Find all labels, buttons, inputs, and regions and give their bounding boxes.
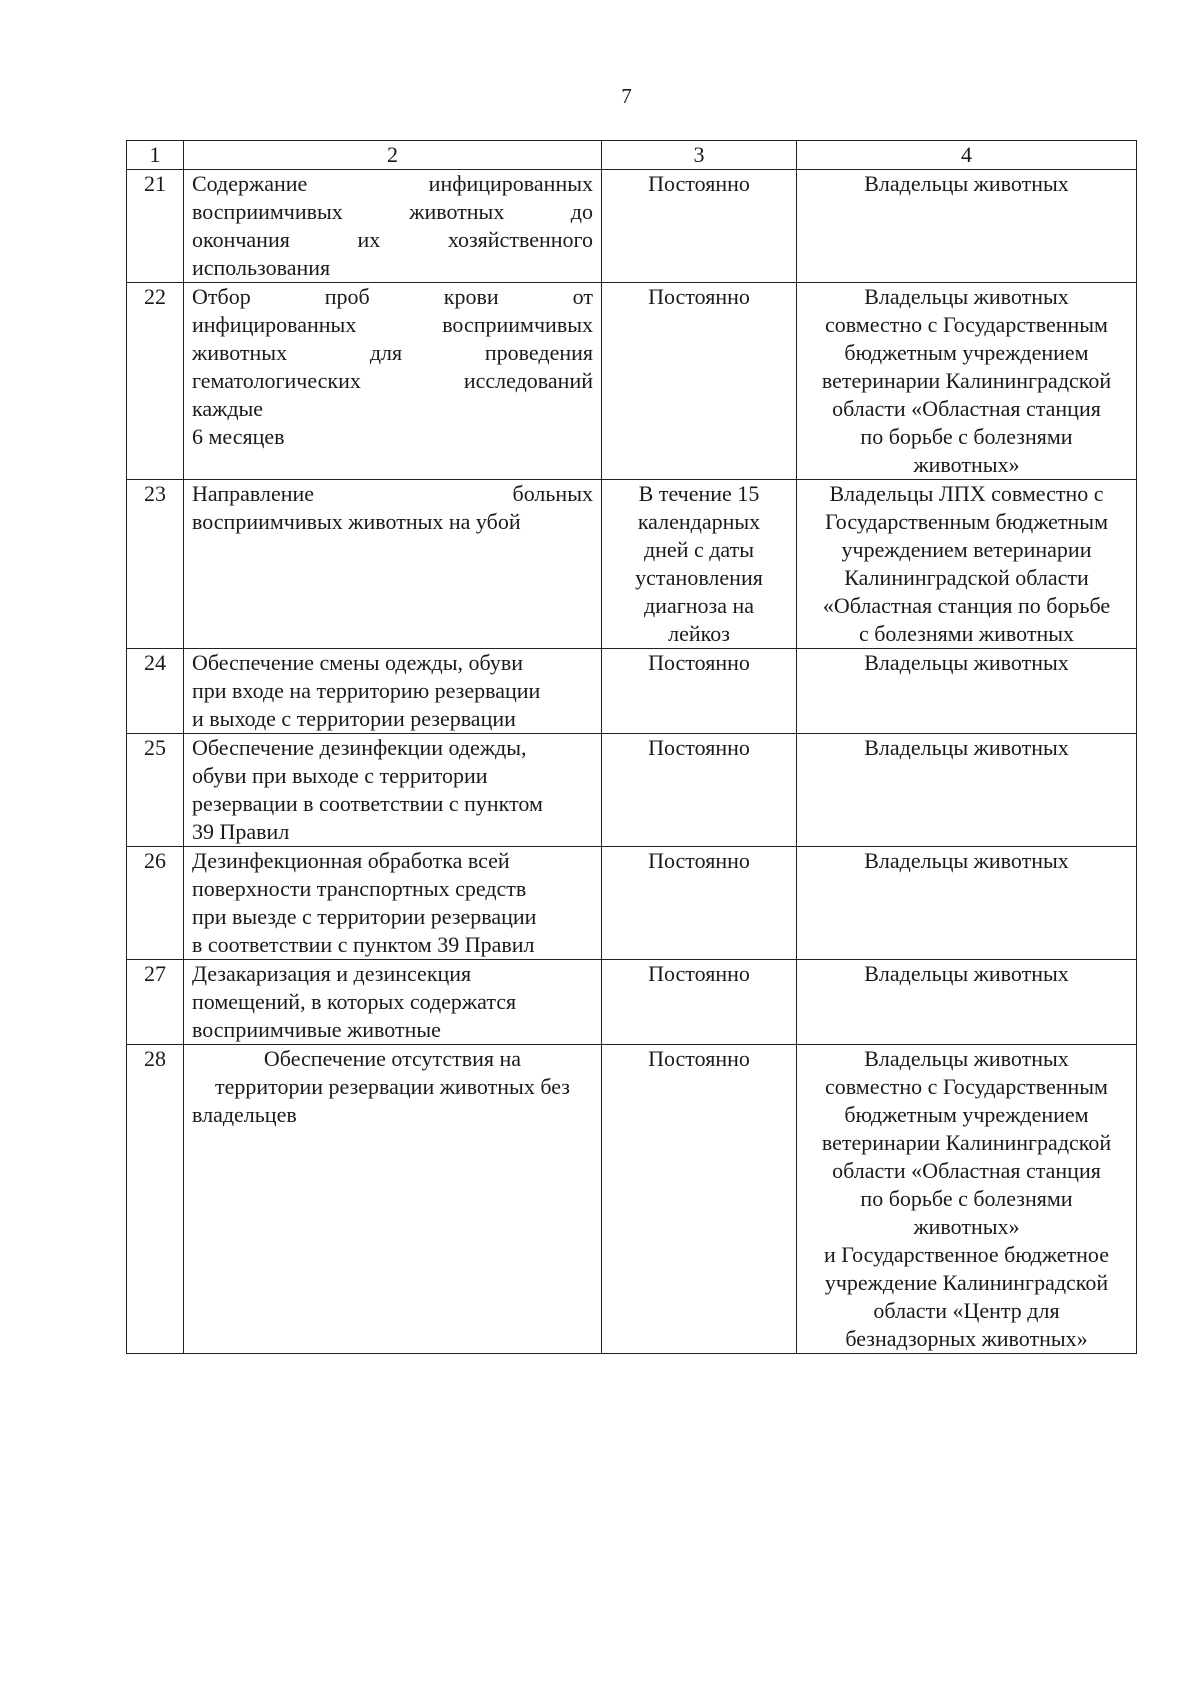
term-cell — [602, 960, 797, 1045]
term-cell — [602, 283, 797, 480]
column-header-3: 3 — [602, 141, 797, 170]
responsible-text-line: Владельцы животных — [864, 1046, 1069, 1071]
responsible-cell — [797, 649, 1137, 734]
responsible-text-line: с болезнями животных — [858, 621, 1075, 646]
term-cell — [602, 480, 797, 649]
measure-text-line: восприимчивых животных до — [192, 199, 593, 224]
term-text-line: Постоянно — [648, 171, 750, 196]
table-row — [127, 649, 1137, 734]
row-number: 22 — [127, 283, 184, 480]
responsible-text-line: Калининградской области — [844, 565, 1089, 590]
table-row — [127, 960, 1137, 1045]
term-text-line: дней с даты — [643, 537, 755, 562]
term-cell — [602, 170, 797, 283]
measure-text-line: Содержание инфицированных — [192, 171, 593, 196]
responsible-cell — [797, 847, 1137, 960]
page-number: 7 — [621, 84, 632, 108]
term-cell — [602, 649, 797, 734]
measure-text-line: гематологических исследований — [192, 368, 593, 393]
measure-cell — [184, 649, 602, 734]
row-number: 21 — [127, 170, 184, 283]
measures-table — [126, 140, 1137, 1354]
table-row — [127, 170, 1137, 283]
column-header-1: 1 — [127, 141, 184, 170]
responsible-text-line: области «Областная станция — [832, 396, 1101, 421]
measure-text-line: 39 Правил — [192, 819, 290, 844]
table-row — [127, 847, 1137, 960]
responsible-text-line: учреждением ветеринарии — [841, 537, 1092, 562]
measure-text-line: Обеспечение смены одежды, обуви — [192, 650, 524, 675]
table-body — [127, 170, 1137, 1354]
measure-text-line: окончания их хозяйственного — [192, 227, 593, 252]
measure-text-line: обуви при выходе с территории — [192, 763, 488, 788]
responsible-text-line: Владельцы ЛПХ совместно с — [829, 481, 1104, 506]
responsible-text-line: ветеринарии Калининградской — [821, 368, 1112, 393]
term-text-line: диагноза на — [643, 593, 755, 618]
responsible-cell — [797, 480, 1137, 649]
row-number: 23 — [127, 480, 184, 649]
responsible-text-line: совместно с Государственным — [825, 1074, 1108, 1099]
measure-cell — [184, 847, 602, 960]
term-text-line: установления — [635, 565, 763, 590]
responsible-text-line: Владельцы животных — [864, 961, 1069, 986]
responsible-cell — [797, 1045, 1137, 1354]
row-number: 25 — [127, 734, 184, 847]
table-header-row — [127, 141, 1137, 170]
responsible-text-line: животных» — [913, 452, 1020, 477]
term-text-line: Постоянно — [648, 284, 750, 309]
row-number: 27 — [127, 960, 184, 1045]
measure-text-line: восприимчивых животных на убой — [192, 509, 521, 534]
row-number: 26 — [127, 847, 184, 960]
term-text-line: Постоянно — [648, 1046, 750, 1071]
measure-text-line: помещений, в которых содержатся — [192, 989, 517, 1014]
measure-cell — [184, 1045, 602, 1354]
measure-cell — [184, 734, 602, 847]
responsible-cell — [797, 960, 1137, 1045]
term-text-line: Постоянно — [648, 848, 750, 873]
responsible-text-line: ветеринарии Калининградской — [821, 1130, 1112, 1155]
term-cell — [602, 847, 797, 960]
responsible-text-line: области «Областная станция — [832, 1158, 1101, 1183]
measure-text-line: территории резервации животных без — [215, 1074, 570, 1099]
measure-text-line: Отбор проб крови от — [192, 284, 593, 309]
term-text-line: Постоянно — [648, 961, 750, 986]
measure-text-line: и выходе с территории резервации — [192, 706, 516, 731]
measure-text-line: при выезде с территории резервации — [192, 904, 537, 929]
term-text-line: Постоянно — [648, 735, 750, 760]
responsible-text-line: бюджетным учреждением — [844, 1102, 1089, 1127]
term-cell — [602, 734, 797, 847]
measure-text-line: в соответствии с пунктом 39 Правил — [192, 932, 535, 957]
responsible-cell — [797, 283, 1137, 480]
measure-text-line: использования — [192, 255, 331, 280]
measure-text-line: каждые — [192, 396, 264, 421]
responsible-text-line: Государственным бюджетным — [824, 509, 1108, 534]
measure-cell — [184, 480, 602, 649]
responsible-text-line: по борьбе с болезнями — [860, 1186, 1073, 1211]
term-text-line: календарных — [637, 509, 761, 534]
table-row — [127, 283, 1137, 480]
column-header-4: 4 — [797, 141, 1137, 170]
responsible-text-line: Владельцы животных — [864, 171, 1069, 196]
measure-text-line: животных для проведения — [192, 340, 593, 365]
measure-text-line: восприимчивые животные — [192, 1017, 441, 1042]
responsible-text-line: области «Центр для — [873, 1298, 1060, 1323]
measure-cell — [184, 283, 602, 480]
measure-text-line: инфицированных восприимчивых — [192, 312, 593, 337]
responsible-text-line: Владельцы животных — [864, 735, 1069, 760]
responsible-cell — [797, 734, 1137, 847]
term-text-line: лейкоз — [668, 621, 730, 646]
responsible-text-line: животных» — [913, 1214, 1020, 1239]
responsible-cell — [797, 170, 1137, 283]
measure-text-line: Направление больных — [192, 481, 593, 506]
measure-cell — [184, 960, 602, 1045]
row-number: 28 — [127, 1045, 184, 1354]
term-text-line: В течение 15 — [638, 481, 760, 506]
responsible-text-line: Владельцы животных — [864, 284, 1069, 309]
row-number: 24 — [127, 649, 184, 734]
table-row — [127, 480, 1137, 649]
measure-text-line: Обеспечение дезинфекции одежды, — [192, 735, 527, 760]
measure-text-line: резервации в соответствии с пунктом — [192, 791, 543, 816]
responsible-text-line: учреждение Калининградской — [824, 1270, 1109, 1295]
responsible-text-line: Владельцы животных — [864, 848, 1069, 873]
measure-text-line: владельцев — [192, 1102, 297, 1127]
measure-text-line: при входе на территорию резервации — [192, 678, 541, 703]
table-row — [127, 1045, 1137, 1354]
responsible-text-line: бюджетным учреждением — [844, 340, 1089, 365]
term-text-line: Постоянно — [648, 650, 750, 675]
measure-text-line: поверхности транспортных средств — [192, 876, 527, 901]
responsible-text-line: и Государственное бюджетное — [824, 1242, 1109, 1267]
measure-text-line: 6 месяцев — [192, 424, 285, 449]
responsible-text-line: по борьбе с болезнями — [860, 424, 1073, 449]
column-header-2: 2 — [184, 141, 602, 170]
measure-cell — [184, 170, 602, 283]
measure-text-line: Дезакаризация и дезинсекция — [192, 961, 472, 986]
term-cell — [602, 1045, 797, 1354]
responsible-text-line: безнадзорных животных» — [845, 1326, 1088, 1351]
measure-text-line: Обеспечение отсутствия на — [263, 1046, 522, 1071]
responsible-text-line: «Областная станция по борьбе — [822, 593, 1111, 618]
measure-text-line: Дезинфекционная обработка всей — [192, 848, 510, 873]
table-row — [127, 734, 1137, 847]
responsible-text-line: совместно с Государственным — [825, 312, 1108, 337]
responsible-text-line: Владельцы животных — [864, 650, 1069, 675]
